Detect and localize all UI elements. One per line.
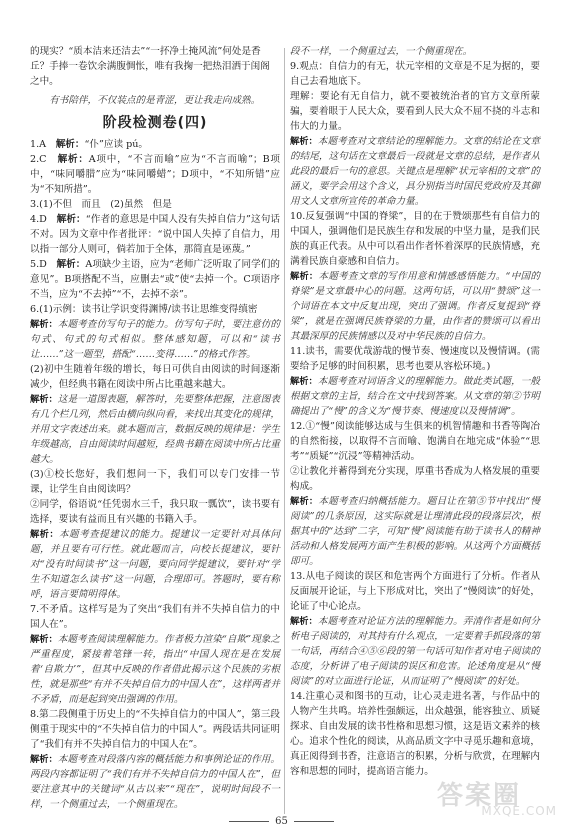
watermark-logo — [437, 781, 557, 835]
answer-item: 1.A 解析：“仆”应读 pú。 — [30, 139, 149, 150]
left-column — [30, 44, 280, 812]
answer-item: 6.(1)示例：读书让学识变得渊博/读书让思维变得缜密 — [30, 304, 258, 315]
watermark-sub-text: MXQE.COM — [481, 804, 557, 818]
right-column — [290, 44, 540, 779]
answer-item: 3.(1)不但 而且 (2)虽然 但是 — [30, 199, 172, 210]
answer-item: 13.从电子阅读的误区和危害两个方面进行了分析。作者从反面展开论证，与上下形成对比，突出了“慢阅读”的好处，论证了中心论点。 — [290, 571, 540, 612]
analysis-item: 解析：本题考查阅读理解能力。作者极力渲染“自欺”现象之严重程度，紧接着笔锋一转，指出“中国人现在是在发展着‘自欺力’”，但其中反映的作者借此揭示这个民族的劣根性，就是那些“有并不失掉自信力的中国人在”，这样两者并不矛盾，而是起到突出强调的作用。 — [30, 634, 281, 705]
section-title: 阶段检测卷(四) — [102, 115, 208, 131]
answer-item: 12.①“慢”阅读能够达成与生俱来的机智情趣和书香等陶冶的自然衔接，以取得不言而喻、饱满自在地完成“体验”“思考”“质疑”“沉浸”等精神活动。 — [290, 421, 540, 462]
analysis-item: 解析：本题考查对文章结论的理解能力。文章的结论在文章的结尾，这句话在文章最后一段就是文章的总结，是作者从此段的最后一句的意思。关键点是理解“状元宰相的文章”的涵义，要学会用这个含义，具分别指当时国民党政府及其御用文人文章所宣传的革命力量。 — [290, 136, 541, 207]
answer-item: 5.D 解析：A项缺少主语，应为“老师广泛听取了同学们的意见”。B项搭配不当，应删去“或”使“去掉一个。C项语序不当，应为“不去掉”“不，去掉不亲”。 — [30, 259, 280, 300]
analysis-item: 解析：本题考查对段落内容的概括能力和事例论证的作用。两段内容都证明了“我们有并不失掉自信力的中国人在”，但要注意其中的关键词“从古以来”“现在”，说明时间段不一样，一个侧重过去，一个侧重现在。 — [30, 754, 281, 810]
intro-note: 有书陪伴，不仅装点的是青涩，更让我走向成熟。 — [49, 95, 261, 106]
answer-item: 11.读书，需要优哉游哉的慢节奏、慢速度以及慢情调。(需要给予足够的时间积累，思考也要从容松环境。) — [290, 346, 540, 372]
column-divider — [284, 48, 285, 814]
answer-item: 2.C 解析：A项中，“不言而喻”应为“不言而喻”；B项中，“味同嚼腊”应为“味同嚼蜡”；D项中，“不知所错”应为“不知所措”。 — [30, 154, 280, 195]
analysis-item: 解析：本题考查文章的写作用意和情感感悟能力。“中国的脊梁”是文章最中心的问题。这两句话，可以用“赞颂”这一个词语在本文中反复出现，突出了强调。作者反复提到“脊梁”，就是在强调民族脊梁的力量，由作者的赞颂可以看出其最深厚的民族情感以及对中华民族的自信力。 — [290, 271, 541, 342]
answer-item: 7.不矛盾。这样写是为了突出“我们有并不失掉自信力的中国人在”。 — [30, 604, 280, 630]
answer-item: 4.D 解析：“作者的意思是中国人没有失掉自信力”这句话不对。因为文章中作者批评：“说中国人失掉了自信力，用以指一部分人则可，倘若加于全体，那简直是诬蔑。” — [30, 214, 280, 255]
analysis-item: 解析：本题考查对词语含义的理解能力。做此类试题，一般根据文章的主旨，结合在文中找到答案。从文章的第②节明确提出了“慢”的含义为“慢节奏、慢速度以及慢情调”。 — [290, 376, 541, 417]
intro-line: 的现实？“质本洁来还洁去”“一抔净土掩风流”何处是香 — [30, 46, 261, 57]
analysis-item: 解析：本题考查仿写句子的能力。仿写句子时，要注意仿的句式、句式的句式相似。整体感知题，可以和“读书让……”这一题型，搭配“……变得……”的格式作答。 — [30, 319, 281, 360]
answer-list-left — [30, 137, 280, 812]
page-number: 65 — [0, 814, 563, 829]
analysis-item: 解析：本题考查归纳概括能力。题目让在第⑤节中找出“慢阅读”的几条原因，这实际就是让理清此段的段落层次，根据其中的“达到”二字，可知“慢”阅读能有助于读书人的精神活动和人格发展两方面产生积极的影响。从这两个方面概括即可。 — [290, 496, 541, 567]
answer-item: 10.反复强调“中国的脊梁”，目的在于赞颂那些有自信力的中国人，强调他们是民族生存和发展的中坚力量，是我们民族的真正代表。从中可以看出作者怀着深厚的民族情感，充满着民族自豪感和自信力。 — [290, 211, 540, 267]
analysis-item: 解析：本题考查对论证方法的理解能力。弄清作者是如何分析电子阅读的，对其持有什么观点，一定要着手抓段落的第一句话，再结合④⑤⑥段的第一句话可知作者对电子阅读的态度，分析讲了电子阅读的误区和危害。论述角度是从“慢阅读”的对立面进行论证，从而证明了“慢阅读”的好处。 — [290, 616, 541, 687]
answer-item: ②同学，俗语说“任凭弱水三千，我只取一瓢饮”，读书要有选择，要读有益而且有兴趣的书籍入手。 — [30, 499, 280, 525]
analysis-item: 解析：这是一道图表题，解答时，先要整体把握，注意图表有几个栏几列，然后由横向纵向看，来找出其变化的规律，并用文字表述出来。就本题而言，数据反映的规律是：学生年级越高，自由阅读时间越短，经典书籍在阅读中所占比重越大。 — [30, 394, 281, 465]
answer-item: 段不一样，一个侧重过去，一个侧重现在。 — [290, 46, 473, 57]
answer-item: (2)初中生随着年级的增长，每日可供自由阅读的时间逐渐减少，但经典书籍在阅读中所占比重越来越大。 — [30, 364, 280, 390]
intro-line: 之中。 — [30, 76, 59, 87]
answer-item: ②让教化并蓄得到充分实现，厚重书香成为人格发展的重要构成。 — [290, 466, 540, 492]
answer-item: 14.注重心灵和图书的互动，让心灵走进名著，与作品中的人物产生共鸣。培养性强颇远，出众越强，能容独立、质疑探求、自由发展的读书性格和思想习惯，这是语文素养的核心。追求个性化的阅读，从高品质文字中寻觅乐趣和意境，真正阅得到书香，注意语言的积累，分析与欣赏，在理解内容和思想的同时，提高语言能力。 — [290, 691, 540, 777]
analysis-item: 解析：本题考查提建议的能力。提建议一定要针对具体问题，并且要有可行性。就此题而言，向校长提建议，要针对“没有时间读书”这一问题，要向同学提建议，要针对“学生不知道怎么读书”这一问题，合理即可。答题时，要有称呼，语言要简明得体。 — [30, 529, 280, 600]
answer-item: 8.第二段侧重于历史上的“不失掉自信力的中国人”，第三段侧重于现实中的“不失掉自信力的中国人”。两段话共同证明了“我们有并不失掉自信力的中国人在”。 — [30, 709, 280, 750]
intro-passage — [30, 44, 280, 108]
answer-item: 理解：要论有无自信力，就不要被统治者的官方文章所蒙骗，要着眼于人民大众，要看到人民大众不屈不挠的斗志和伟大的力量。 — [290, 91, 540, 132]
intro-line: 丘？手捧一卷饮余满腹惆怅，唯有我掬一把热泪洒于闺阁 — [30, 61, 270, 72]
watermark-main-text: 答案圈 — [437, 781, 522, 811]
answer-item: (3)①校长您好，我们想问一下，我们可以专门安排一节课，让学生自由阅读吗？ — [30, 469, 280, 495]
answer-item: 9.观点：自信力的有无，状元宰相的文章是不足为据的，要自己去看地底下。 — [290, 61, 540, 87]
